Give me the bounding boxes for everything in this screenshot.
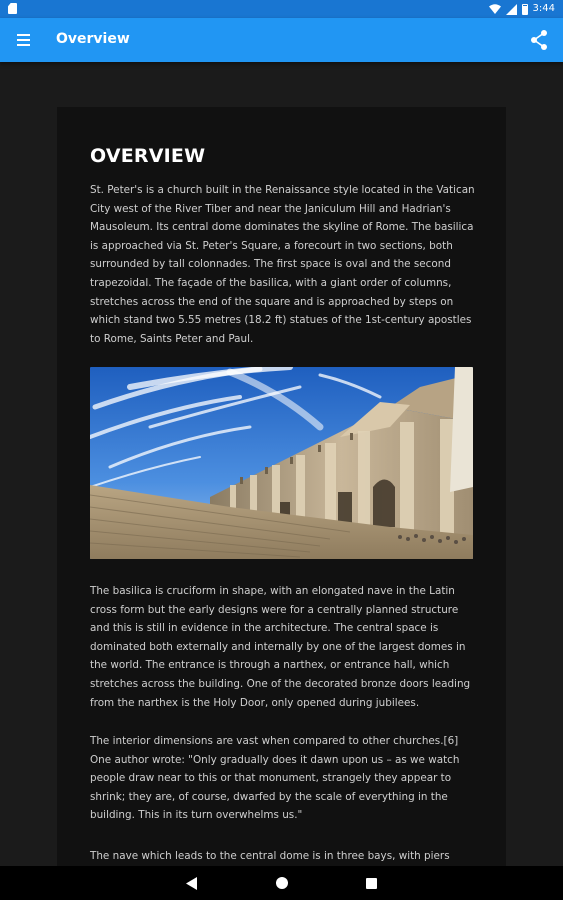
back-icon[interactable] — [186, 877, 198, 890]
status-time: 3:44 — [532, 3, 555, 14]
article-card[interactable] — [57, 107, 506, 877]
share-icon[interactable] — [529, 29, 549, 51]
signal-icon — [506, 4, 517, 15]
article-paragraph: St. Peter's is a church built in the Renaissance style located in the Vatican City west of the River Tiber and near the Janiculum Hill and Hadrian's Mausoleum. Its central dome dominates the skyline of Rome. The basilica is approached via St. Peter's Square, a forecourt in two sections, both surrounded by tall colonnades. The first space is oval and the second trapezoidal. The façade of the basilica, with a giant order of columns, stretches across the end of the square and is approached by steps on which stand two 5.55 metres (18.2 ft) statues of the 1st-century apostles to Rome, Saints Peter and Paul. — [90, 184, 475, 345]
status-bar — [0, 0, 563, 18]
home-icon[interactable] — [276, 877, 288, 889]
status-icons — [489, 2, 555, 16]
article-paragraph: The nave which leads to the central dome is in three bays, with piers — [90, 850, 450, 862]
hamburger-menu-icon[interactable] — [14, 30, 36, 50]
article-paragraph: The basilica is cruciform in shape, with an elongated nave in the Latin cross form but the early designs were for a centrally planned structure and this is still in evidence in the architecture. The central space is dominated both externally and internally by one of the largest domes in the world. The entrance is through a narthex, or entrance hall, which stretches across the building. One of the decorated bronze doors leading from the narthex is the Holy Door, only opened during jubilees. — [90, 585, 471, 709]
article-paragraph: The interior dimensions are vast when compared to other churches.[6] One author wrote: "Only gradually does it dawn upon us – as we watch people draw near to this or that monument, strangely they appear to shrink; they are, of course, dwarfed by the scale of everything in the building. This in its turn overwhelms us." — [90, 735, 460, 822]
app-title: Overview — [56, 31, 130, 47]
app-bar — [0, 18, 563, 62]
system-nav-bar — [0, 866, 563, 900]
article-heading: OVERVIEW — [90, 145, 206, 167]
recent-apps-icon[interactable] — [366, 878, 377, 889]
basilica-photo — [90, 367, 473, 559]
wifi-icon — [489, 4, 501, 14]
battery-icon — [522, 4, 528, 15]
notification-icon — [8, 3, 17, 14]
